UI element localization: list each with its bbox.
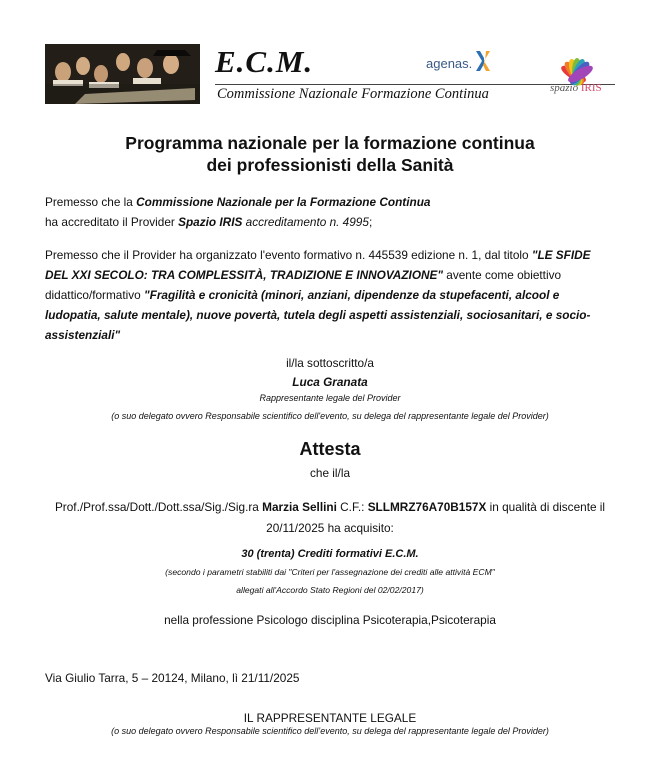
iris-flower-icon xyxy=(542,42,612,86)
spazio-iris-text: spazio IRIS xyxy=(550,82,602,94)
crediti-awarded: 30 (trenta) Crediti formativi E.C.M. xyxy=(241,548,419,560)
sottoscritto-label: il/la sottoscritto/a xyxy=(286,356,374,370)
place-and-date: Via Giulio Tarra, 5 – 20124, Milano, lì 21/11/2025 xyxy=(45,671,300,685)
page-title xyxy=(0,132,660,176)
delegate-note-footer: (o suo delegato ovvero Responsabile scientifico dell’evento, su delega del rappresentante legale del Provider) xyxy=(111,726,549,736)
parametri-line-2: allegati all'Accordo Stato Regioni del 02/02/2017) xyxy=(236,585,424,595)
legal-representative-label: IL RAPPRESENTANTE LEGALE xyxy=(243,711,417,725)
header xyxy=(45,42,615,106)
title-line-2: dei professionisti della Sanità xyxy=(206,155,454,175)
attesta-heading: Attesta xyxy=(299,439,361,459)
ecm-logo-title: E.C.M. xyxy=(215,44,314,79)
premesso-provider: ha accreditato il Provider Spazio IRIS accreditamento n. 4995; xyxy=(45,215,373,229)
delegate-note: (o suo delegato ovvero Responsabile scientifico dell'evento, su delega del rappresentante legale del Provider) xyxy=(111,411,549,421)
ecm-logo-subtitle: Commissione Nazionale Formazione Continua xyxy=(217,86,489,102)
agenas-logo-text: agenas. xyxy=(426,56,473,71)
premesso-commissione: Premesso che la Commissione Nazionale per la Formazione Continua xyxy=(45,195,431,209)
spazio-iris-logo xyxy=(542,42,612,102)
agenas-logo xyxy=(426,50,491,77)
che-il-la: che il/la xyxy=(310,466,350,480)
participant-statement: Prof./Prof.ssa/Dott./Dott.ssa/Sig./Sig.ra Marzia Sellini C.F.: SLLMRZ76A70B157X in qualità di discente il 20/11/2025 ha acquisito: xyxy=(54,500,606,535)
parametri-line-1: (secondo i parametri stabiliti dai "Criteri per l'assegnazione dei crediti alle attività ECM" xyxy=(165,567,495,577)
premesso-evento: Premesso che il Provider ha organizzato l'evento formativo n. 445539 edizione n. 1, dal titolo "LE SFIDE DEL XXI SECOLO: TRA COMPLESSITÀ, TRADIZIONE E INNOVAZIONE" avente come obiettivo didattico/formativo "Fragilità e cronicità (minori, anziani, dipendenze da stupefacenti, alcool e ludopatia, salute mentale), nuove povertà, tutela degli aspetti assistenziali, sociosanitari, e socio-assistenziali" xyxy=(45,248,591,342)
professione: nella professione Psicologo disciplina Psicoterapia,Psicoterapia xyxy=(164,613,496,627)
signatory-role: Rappresentante legale del Provider xyxy=(259,393,401,403)
agenas-x-icon xyxy=(475,50,491,77)
signatory-name: Luca Granata xyxy=(292,375,368,389)
participant-cf: SLLMRZ76A70B157X xyxy=(367,500,487,514)
title-line-1: Programma nazionale per la formazione continua xyxy=(125,133,535,153)
participant-name: Marzia Sellini xyxy=(262,500,337,514)
anatomy-lesson-painting-image xyxy=(45,44,200,104)
